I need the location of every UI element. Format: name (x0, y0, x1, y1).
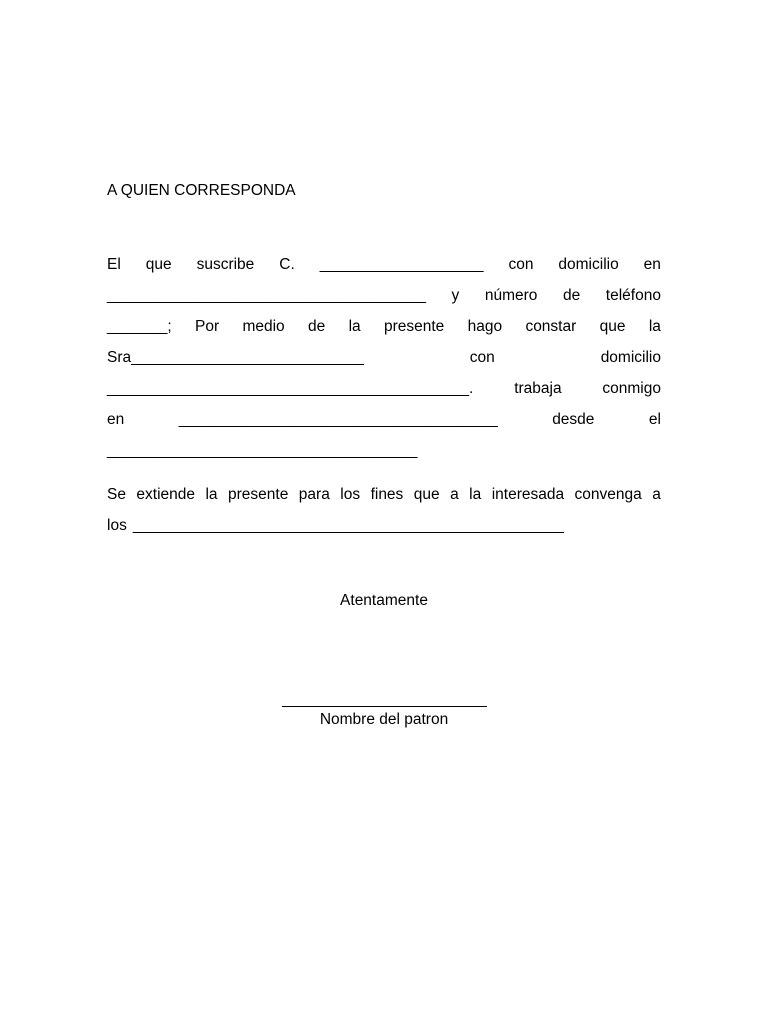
word: interesada (491, 486, 565, 503)
word: los (107, 517, 127, 534)
closing-text: Atentamente (340, 592, 428, 609)
word: C. (279, 256, 295, 273)
paragraph-line-2 (107, 280, 661, 311)
word: domicilio (600, 349, 661, 366)
letter-heading: A QUIEN CORRESPONDA (107, 182, 296, 199)
paragraph-line-5 (107, 373, 661, 404)
word: suscribe (196, 256, 255, 273)
paragraph-line-3 (107, 311, 661, 342)
paragraph-line-4 (107, 342, 661, 373)
paragraph-line-1 (107, 479, 661, 510)
word: El (107, 256, 121, 273)
word: número (484, 287, 538, 304)
word: fines (370, 486, 404, 503)
blank-phone-field: _______; (107, 318, 172, 335)
paragraph-purpose (107, 479, 661, 541)
paragraph-line-6 (107, 404, 661, 435)
blank-date-field: __________________________________________________ (132, 517, 564, 534)
word: constar (525, 318, 577, 335)
paragraph-line-2 (107, 510, 661, 541)
word: los (340, 486, 361, 503)
word: que (413, 486, 440, 503)
blank-name-field: ___________________ (319, 256, 484, 273)
blank-address-field: _____________________________________ (107, 287, 426, 304)
paragraph-statement (107, 249, 661, 466)
word: medio (242, 318, 285, 335)
word: de (562, 287, 581, 304)
word: presente (228, 486, 289, 503)
word: teléfono (605, 287, 661, 304)
word: con (469, 349, 495, 366)
word: y (451, 287, 460, 304)
word: el (648, 411, 661, 428)
word: de (307, 318, 326, 335)
word: la (469, 486, 482, 503)
word: que (145, 256, 172, 273)
word: con (508, 256, 534, 273)
paragraph-line-1 (107, 249, 661, 280)
blank-workplace-field: _____________________________________ (178, 411, 498, 428)
word: para (298, 486, 330, 503)
word: Por (194, 318, 220, 335)
word: conmigo (602, 380, 661, 397)
blank-employee-address-field: __________________________________________. (107, 380, 474, 397)
word: la (205, 486, 218, 503)
word: domicilio (558, 256, 619, 273)
word: presente (383, 318, 445, 335)
paragraph-line-7 (107, 435, 661, 466)
word: la (648, 318, 661, 335)
word: en (107, 411, 125, 428)
word: en (643, 256, 661, 273)
word: desde (552, 411, 595, 428)
word: Se (107, 486, 126, 503)
word: a (652, 486, 661, 503)
word: extiende (136, 486, 196, 503)
signature-label: Nombre del patron (319, 711, 449, 728)
word: trabaja (514, 380, 562, 397)
word: la (348, 318, 361, 335)
word: que (599, 318, 626, 335)
blank-employee-name-field: Sra___________________________ (107, 349, 364, 366)
word: a (450, 486, 459, 503)
blank-start-date-field: ____________________________________ (107, 442, 418, 459)
signature-line (282, 706, 487, 707)
word: convenga (574, 486, 642, 503)
word: hago (467, 318, 503, 335)
